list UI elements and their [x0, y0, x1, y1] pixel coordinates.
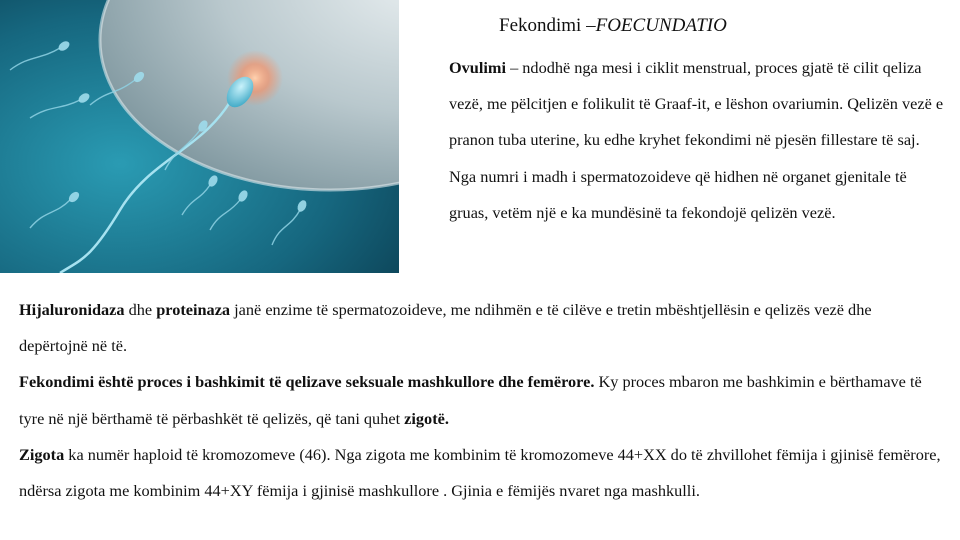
- title-latin: FOECUNDATIO: [595, 15, 727, 36]
- enzymes-text: janë enzime të spermatozoideve, me ndihmën e të cilëve e tretin mbështjellësin e qelizës vezë dhe depërtojnë në të.: [19, 300, 872, 356]
- sperm-egg-icon: [0, 0, 399, 273]
- sperm-egg-illustration: [0, 0, 399, 273]
- ovulation-text: – ndodhë nga mesi i ciklit menstrual, proces gjatë të cilit qeliza vezë, me pëlcitjen e folikulit të Graaf-it, e lëshon ovariumin. Qelizën vezë e pranon tuba uterine, ku edhe kryhet fekondimi në pjesën fillestare të saj. Nga numri i madh i spermatozoideve që hidhen në organet gjenitale të gruas, vetëm një e ka mundësinë ta fekondojë qelizën vezë.: [449, 58, 944, 222]
- zygote-paragraph: [19, 437, 944, 509]
- zygote-term: Zigota: [19, 444, 65, 464]
- enzymes-paragraph: [19, 292, 944, 364]
- zygote-term-inline: zigotë.: [404, 408, 449, 428]
- body-text: [19, 292, 944, 509]
- ovulation-paragraph: [449, 50, 949, 231]
- zygote-text: ka numër haploid të kromozomeve (46). Nga zigota me kombinim të kromozomeve 44+XX do të zhvillohet fëmija i gjinisë femërore, ndërsa zigota me kombinim 44+XY fëmija i gjinisë mashkullore . Gjinia e fëmijës nvaret nga mashkulli.: [19, 444, 941, 501]
- enzyme-term-1: Hijaluronidaza: [19, 300, 125, 319]
- fecundation-paragraph: [19, 364, 944, 436]
- enzymes-mid: dhe: [124, 300, 157, 319]
- title-prefix: Fekondimi –: [499, 15, 596, 36]
- fecundation-definition: Fekondimi është proces i bashkimit të qelizave seksuale mashkullore dhe femërore.: [19, 372, 595, 392]
- ovulation-term: Ovulimi: [449, 58, 506, 77]
- page-title: [499, 15, 727, 37]
- enzyme-term-2: proteinaza: [156, 300, 231, 319]
- fecundation-text: Ky proces mbaron me bashkimin e bërthamave të tyre në një bërthamë të përbashkët të qelizës, që tani quhet: [19, 372, 922, 428]
